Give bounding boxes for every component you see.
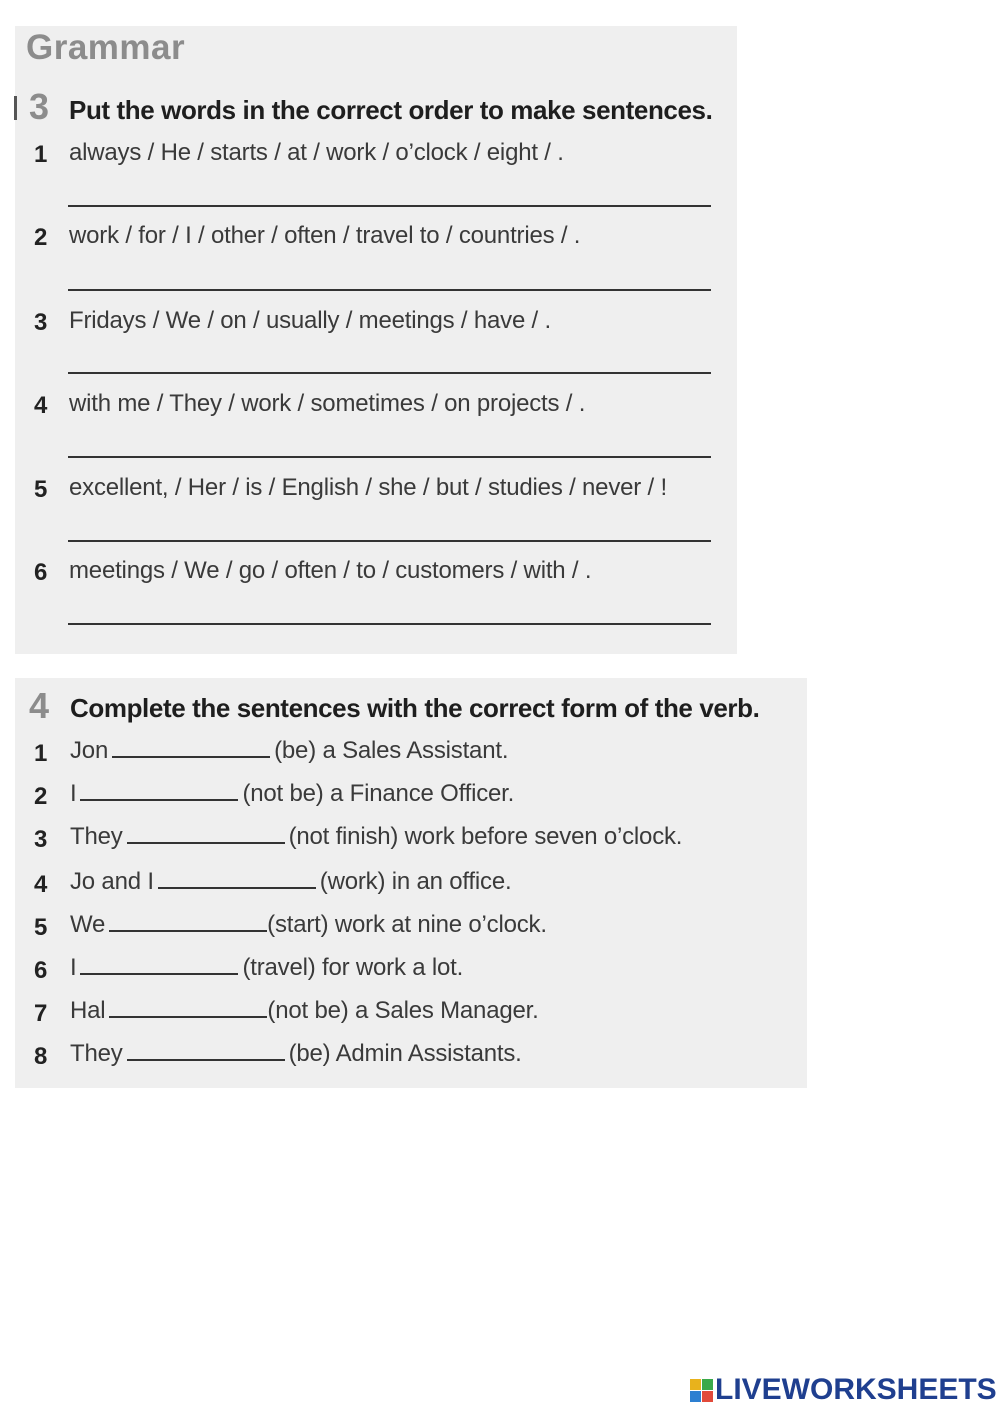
ex3-item-number: 5 [34, 476, 48, 503]
ex3-item-text: excellent, / Her / is / English / she / but / studies / never / ! [69, 474, 667, 501]
ex3-answer-line[interactable] [68, 456, 711, 458]
ex4-answer-blank[interactable] [158, 869, 316, 889]
ex4-item-rest: (start) work at nine o’clock. [267, 911, 547, 938]
ex4-item-rest: (be) a Sales Assistant. [274, 737, 509, 764]
ex4-item-subject: I [70, 954, 77, 981]
ex3-item-text: with me / They / work / sometimes / on projects / . [69, 390, 586, 417]
ex4-item-rest: (be) Admin Assistants. [288, 1040, 522, 1067]
ex4-answer-blank[interactable] [80, 781, 238, 801]
ex4-item [70, 737, 508, 765]
ex4-item-rest: (not be) a Finance Officer. [242, 780, 515, 807]
exercise-4-instruction: Complete the sentences with the correct form of the verb. [70, 693, 760, 723]
ex4-item [70, 780, 514, 808]
ex4-item-number: 7 [34, 1000, 48, 1027]
liveworksheets-logo [690, 1373, 997, 1407]
ex3-item-number: 2 [34, 224, 48, 251]
ex3-answer-line[interactable] [68, 205, 711, 207]
ex4-item-number: 3 [34, 826, 48, 853]
ex4-item-subject: We [70, 911, 106, 938]
ex3-item-text: always / He / starts / at / work / o’clock / eight / . [69, 139, 564, 166]
ex3-answer-line[interactable] [68, 623, 711, 625]
ex3-item-number: 6 [34, 559, 48, 586]
ex4-item [70, 868, 511, 896]
ex4-item [70, 997, 539, 1025]
ex4-answer-blank[interactable] [80, 955, 238, 975]
ex4-item-subject: Jo and I [70, 868, 154, 895]
ex4-item-rest: (not finish) work before seven o’clock. [288, 823, 683, 850]
ex4-item-subject: Jon [70, 737, 109, 764]
liveworksheets-logo-icon [690, 1379, 713, 1402]
ex4-item [70, 1040, 522, 1068]
ex4-item-subject: I [70, 780, 77, 807]
ex3-item-number: 3 [34, 309, 48, 336]
exercise-4-number: 4 [29, 685, 50, 726]
ex4-item-number: 2 [34, 783, 48, 810]
ex4-item-number: 4 [34, 871, 48, 898]
ex4-item-subject: Hal [70, 997, 106, 1024]
liveworksheets-logo-text: LIVEWORKSHEETS [715, 1373, 997, 1406]
ex4-item-rest: (travel) for work a lot. [242, 954, 464, 981]
ex4-answer-blank[interactable] [127, 1041, 285, 1061]
grammar-heading: Grammar [26, 28, 186, 67]
ex3-answer-line[interactable] [68, 372, 711, 374]
ex4-answer-blank[interactable] [112, 738, 270, 758]
ex3-answer-line[interactable] [68, 289, 711, 291]
exercise-3-number: 3 [29, 86, 50, 127]
ex4-item [70, 911, 547, 939]
ex4-answer-blank[interactable] [109, 998, 267, 1018]
ex4-item-number: 6 [34, 957, 48, 984]
ex3-item-text: meetings / We / go / often / to / customers / with / . [69, 557, 592, 584]
ex4-item-rest: (work) in an office. [319, 868, 512, 895]
ex4-item-number: 5 [34, 914, 48, 941]
ex4-answer-blank[interactable] [127, 824, 285, 844]
ex3-item-number: 1 [34, 141, 48, 168]
ex4-item-rest: (not be) a Sales Manager. [267, 997, 539, 1024]
ex3-item-number: 4 [34, 392, 48, 419]
ex4-item-number: 8 [34, 1043, 48, 1070]
ex4-item-number: 1 [34, 740, 48, 767]
ex3-item-text: Fridays / We / on / usually / meetings / have / . [69, 307, 551, 334]
ex4-item [70, 823, 682, 851]
ex4-answer-blank[interactable] [109, 912, 267, 932]
ex3-item-text: work / for / I / other / often / travel to / countries / . [69, 222, 581, 249]
ex4-item [70, 954, 463, 982]
ex3-answer-line[interactable] [68, 540, 711, 542]
ex4-item-subject: They [70, 823, 123, 850]
margin-mark [14, 96, 17, 120]
exercise-3-instruction: Put the words in the correct order to make sentences. [69, 95, 713, 125]
ex4-item-subject: They [70, 1040, 123, 1067]
